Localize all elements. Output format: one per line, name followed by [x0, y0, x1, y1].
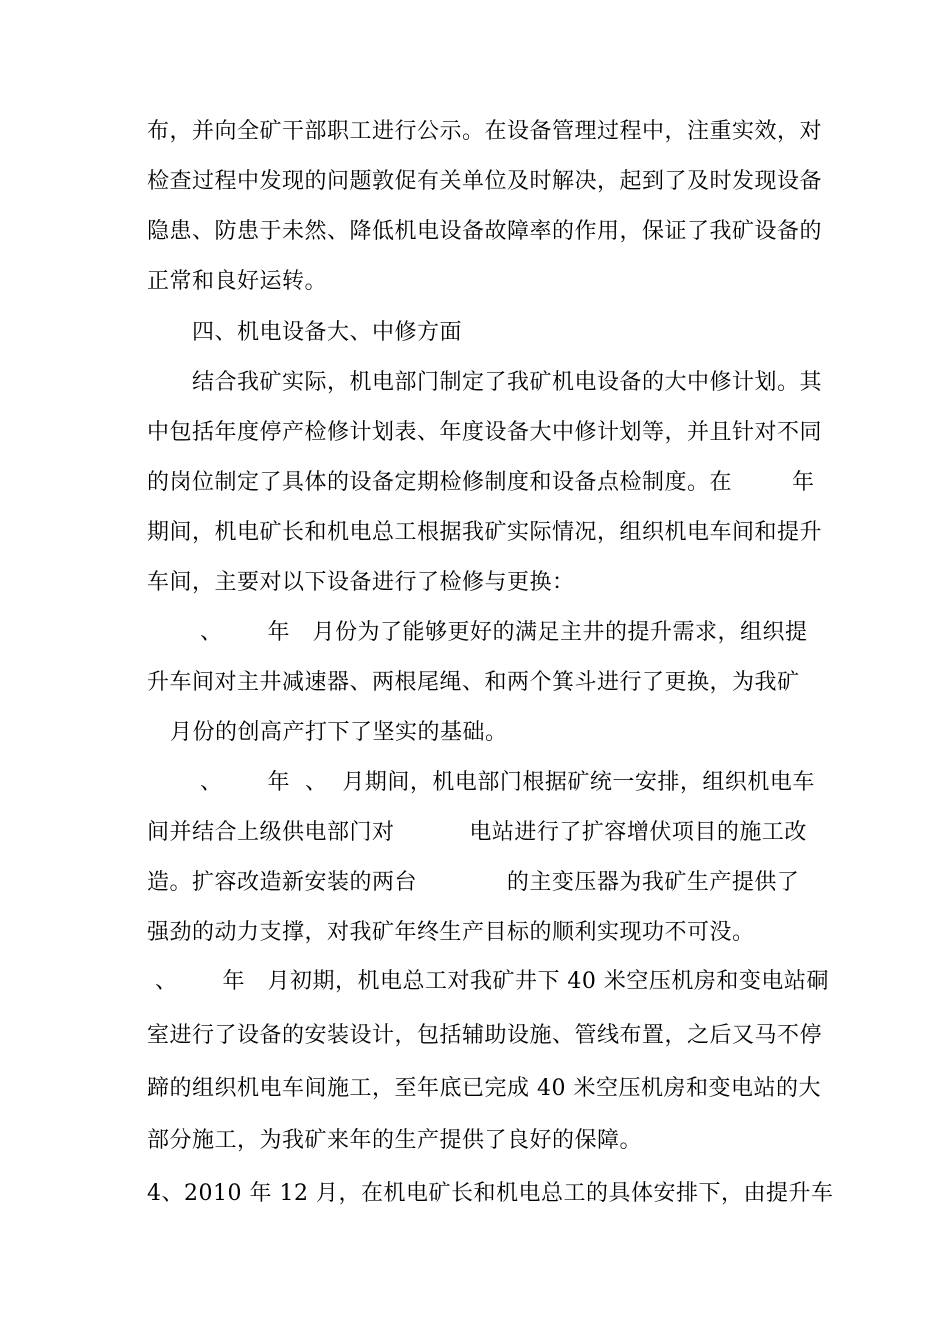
list-item-line: 、 年 月份为了能够更好的满足主井的提升需求，组织提 — [200, 620, 808, 645]
paragraph-line: 造。扩容改造新安装的两台 的主变压器为我矿生产提供了 — [147, 870, 800, 895]
paragraph-line: 间并结合上级供电部门对 电站进行了扩容增伏项目的施工改 — [147, 820, 807, 845]
paragraph-line: 蹄的组织机电车间施工，至年底已完成 40 米空压机房和变电站的大 — [147, 1076, 821, 1101]
paragraph-line: 的岗位制定了具体的设备定期检修制度和设备点检制度。在 年 — [147, 470, 815, 495]
paragraph-line: 升车间对主井减速器、两根尾绳、和两个箕斗进行了更换，为我矿 — [147, 670, 800, 695]
paragraph-line: 正常和良好运转。 — [147, 269, 328, 294]
list-item-line: 、 年 、 月期间，机电部门根据矿统一安排，组织机电车 — [200, 770, 815, 795]
section-heading: 四、机电设备大、中修方面 — [192, 320, 463, 345]
paragraph-line: 室进行了设备的安装设计，包括辅助设施、管线布置，之后又马不停 — [147, 1023, 823, 1048]
paragraph-line: 布，并向全矿干部职工进行公示。在设备管理过程中，注重实效，对 — [147, 119, 823, 144]
paragraph-line: 强劲的动力支撑，对我矿年终生产目标的顺利实现功不可没。 — [147, 920, 755, 945]
paragraph-line: 部分施工，为我矿来年的生产提供了良好的保障。 — [147, 1128, 643, 1153]
paragraph-line: 中包括年度停产检修计划表、年度设备大中修计划等，并且针对不同 — [147, 420, 823, 445]
list-item-line: 、 年 月初期，机电总工对我矿井下 40 米空压机房和变电站硐 — [155, 969, 829, 994]
paragraph-line: 车间，主要对以下设备进行了检修与更换： — [147, 570, 575, 595]
list-item-line: 4、2010 年 12 月，在机电矿长和机电总工的具体安排下，由提升车 — [147, 1181, 834, 1206]
paragraph-line: 月份的创高产打下了坚实的基础。 — [170, 720, 508, 745]
paragraph-line: 检查过程中发现的问题敦促有关单位及时解决，起到了及时发现设备 — [147, 169, 823, 194]
paragraph-line: 期间，机电矿长和机电总工根据我矿实际情况，组织机电车间和提升 — [147, 520, 823, 545]
paragraph-line: 隐患、防患于未然、降低机电设备故障率的作用，保证了我矿设备的 — [147, 219, 823, 244]
paragraph-line: 结合我矿实际，机电部门制定了我矿机电设备的大中修计划。其 — [192, 370, 823, 395]
